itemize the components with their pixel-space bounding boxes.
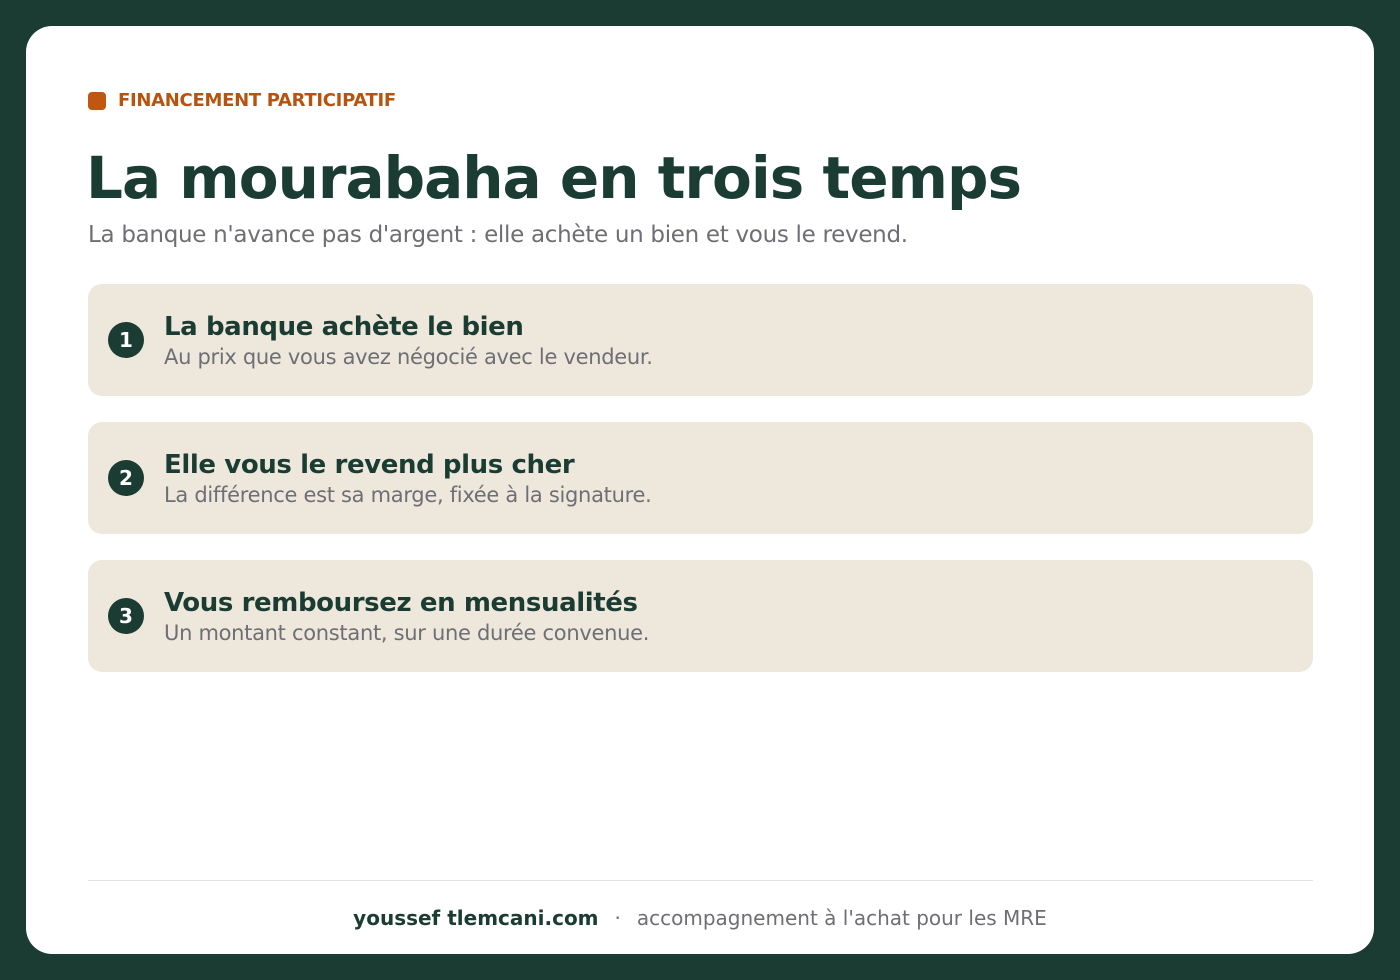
footer-tagline: accompagnement à l'achat pour les MRE — [636, 906, 1047, 930]
step-title: La banque achète le bien — [164, 312, 524, 342]
eyebrow-label: FINANCEMENT PARTICIPATIF — [118, 90, 396, 111]
step-number-badge: 2 — [108, 460, 144, 496]
steps-list — [88, 284, 1313, 698]
footer-site-link[interactable]: youssef tlemcani.com — [353, 906, 599, 930]
step-title: Vous remboursez en mensualités — [164, 588, 638, 618]
page-subtitle: La banque n'avance pas d'argent : elle achète un bien et vous le revend. — [88, 222, 908, 248]
footer-divider — [88, 880, 1313, 881]
step-card-2 — [88, 422, 1313, 534]
step-description: La différence est sa marge, fixée à la signature. — [164, 483, 652, 507]
step-description: Un montant constant, sur une durée convenue. — [164, 621, 650, 645]
step-card-1 — [88, 284, 1313, 396]
step-description: Au prix que vous avez négocié avec le vendeur. — [164, 345, 653, 369]
page-title: La mourabaha en trois temps — [86, 144, 1022, 212]
step-title: Elle vous le revend plus cher — [164, 450, 575, 480]
step-card-3 — [88, 560, 1313, 672]
eyebrow-square-icon — [88, 92, 106, 110]
step-number-badge: 1 — [108, 322, 144, 358]
step-number-badge: 3 — [108, 598, 144, 634]
info-card — [26, 26, 1374, 954]
eyebrow — [88, 90, 396, 111]
footer-separator: · — [614, 906, 621, 930]
footer — [26, 906, 1374, 930]
